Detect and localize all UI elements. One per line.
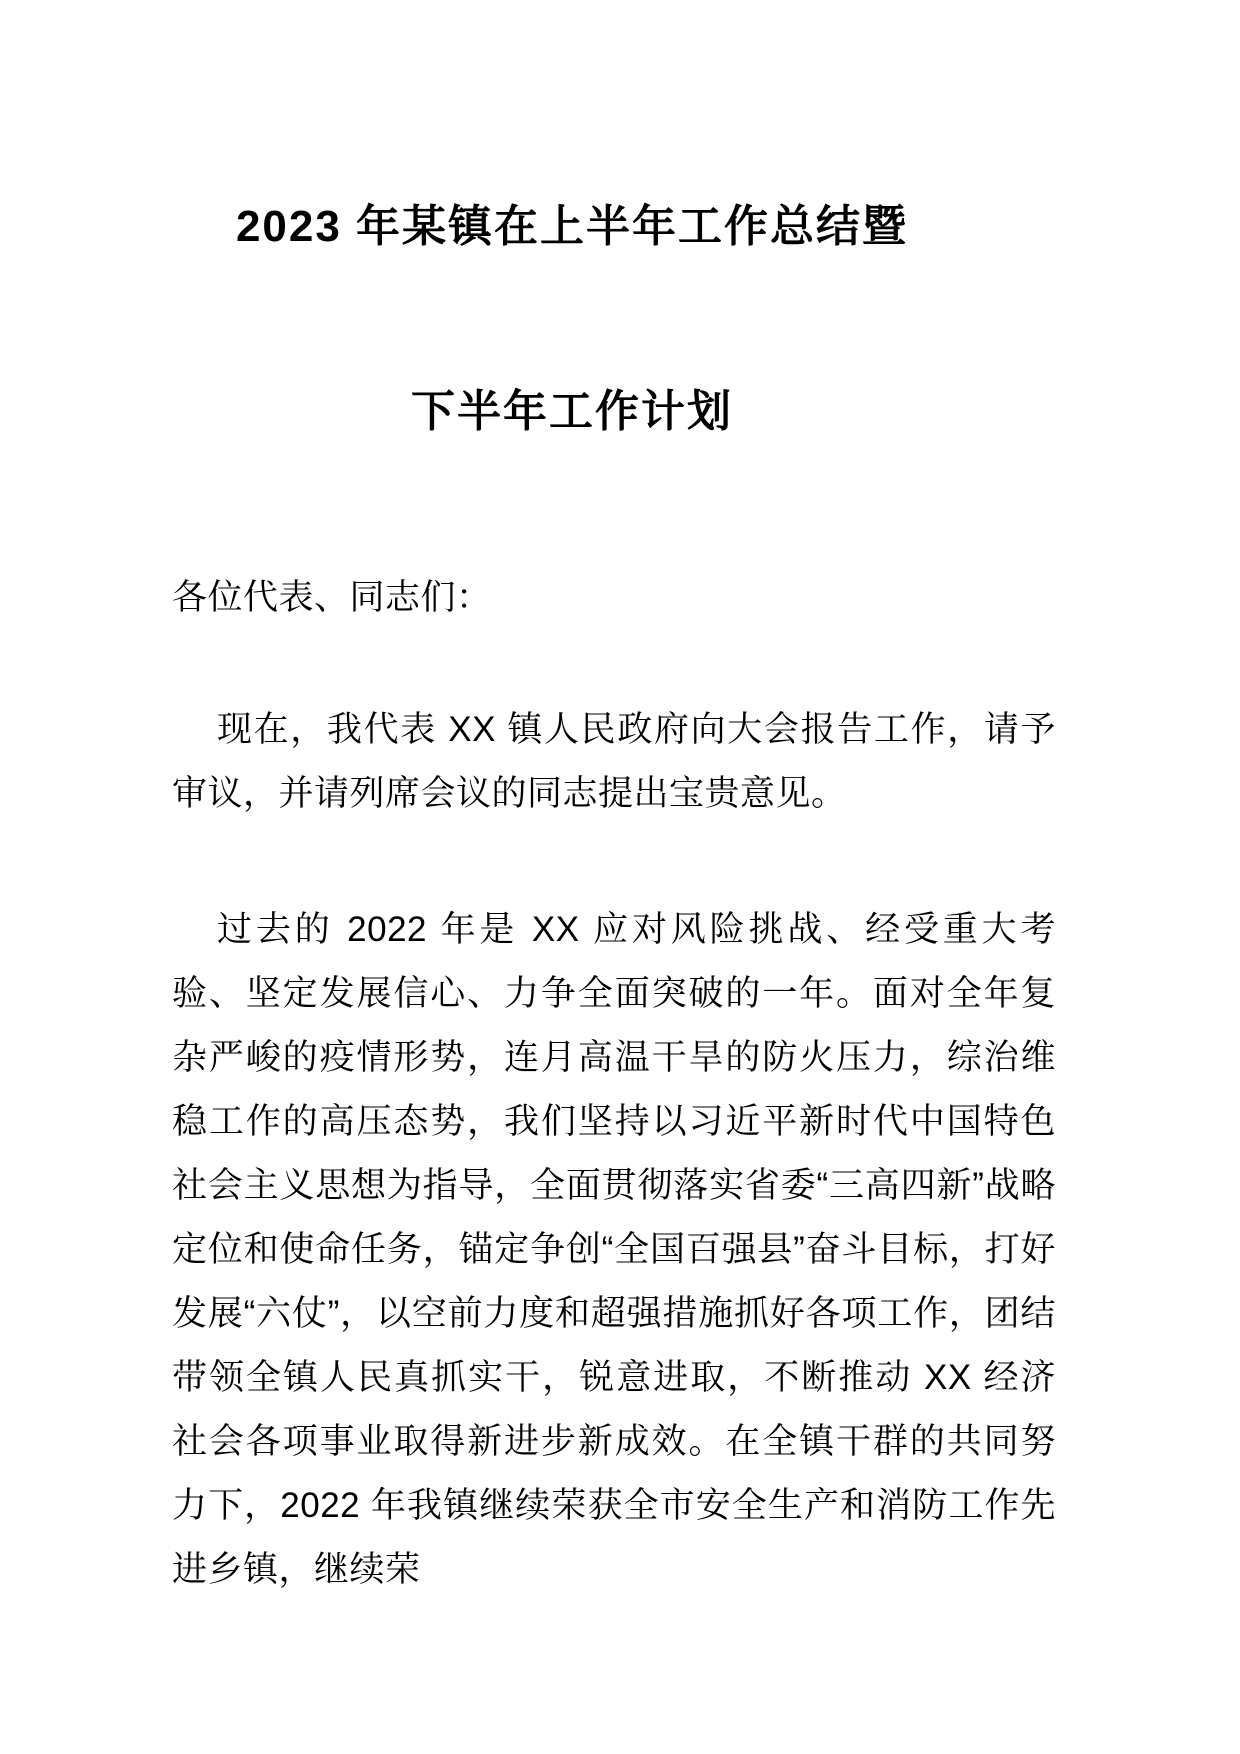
document-title-line2: 下半年工作计划 (411, 387, 733, 436)
paragraph-1: 现在，我代表 XX 镇人民政府向大会报告工作，请予审议，并请列席会议的同志提出宝贵意见。 (172, 710, 1056, 813)
document-title-line1: 2023 年某镇在上半年工作总结暨 (235, 202, 909, 251)
salutation-line: 各位代表、同志们： (172, 578, 492, 617)
document-content (0, 202, 1240, 1754)
paragraph-2: 过去的 2022 年是 XX 应对风险挑战、经受重大考验、坚定发展信心、力争全面突破的一年。面对全年复杂严峻的疫情形势，连月高温干旱的防火压力，综治维稳工作的高压态势，我们坚持以习近平新时代中国特色社会主义思想为指导，全面贯彻落实省委“三高四新”战略定位和使命任务，锚定争创“全国百强县”奋斗目标，打好发展“六仗”，以空前力度和超强措施抓好各项工作，团结带领全镇人民真抓实干，锐意进取，不断推动 XX 经济社会各项事业取得新进步新成效。在全镇干群的共同努力下，2022 年我镇继续荣获全市安全生产和消防工作先进乡镇，继续荣 (172, 910, 1056, 1589)
